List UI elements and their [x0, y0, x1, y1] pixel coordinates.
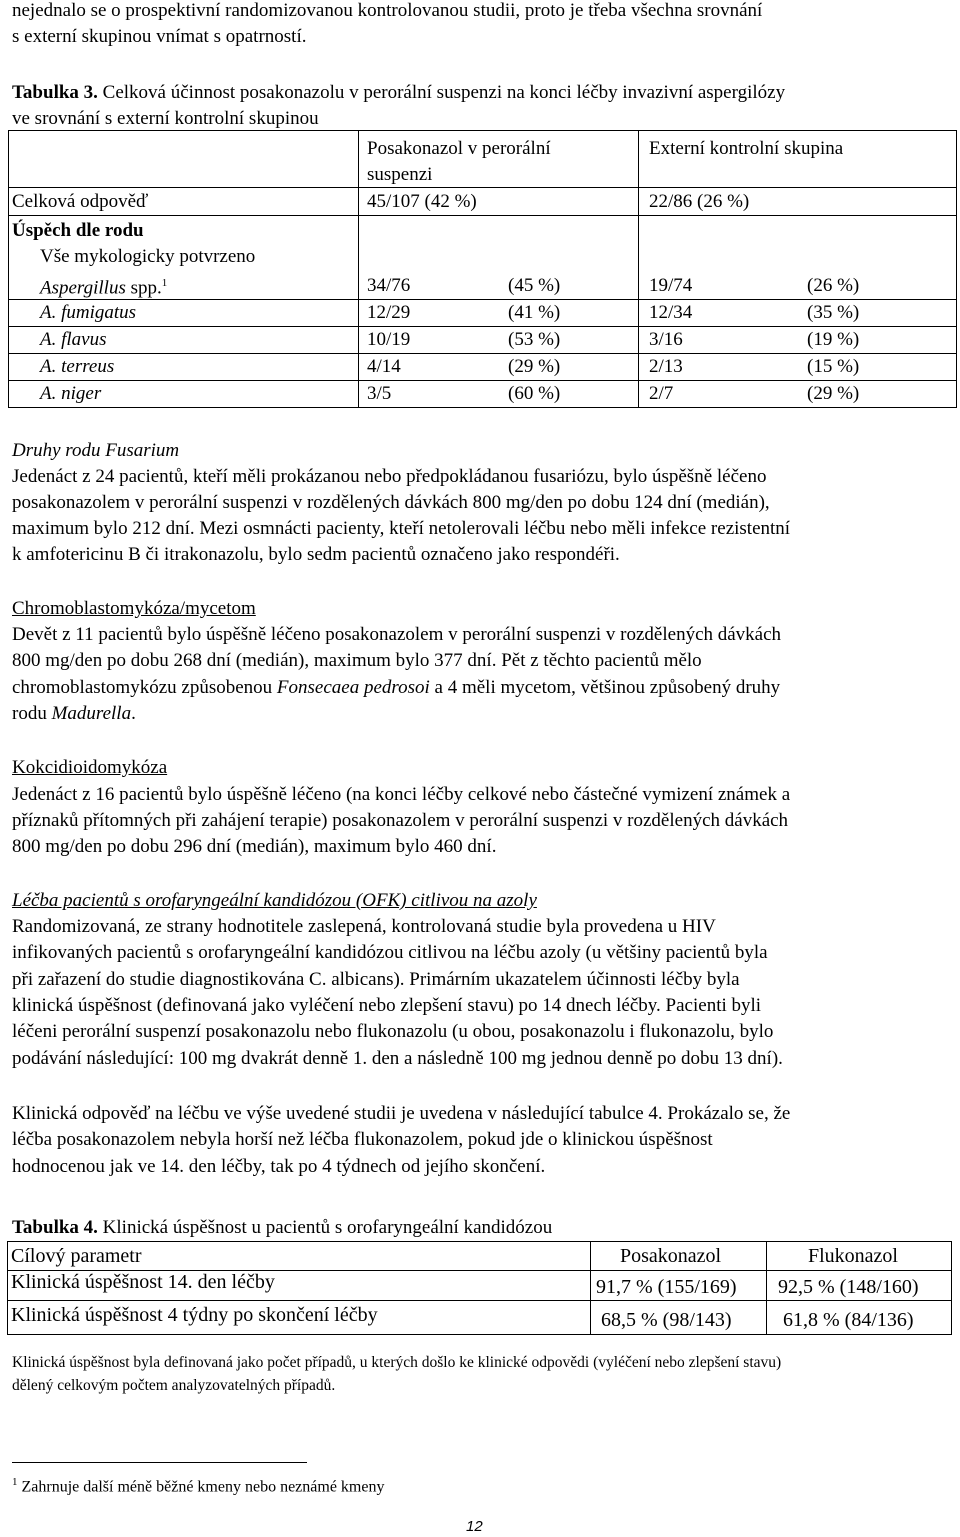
footnote-text: Zahrnuje další méně běžné kmeny nebo neznámé kmeny	[17, 1478, 385, 1496]
cell-pos-n: 12/29	[367, 302, 411, 323]
t4-header-param: Cílový parametr	[11, 1245, 142, 1267]
table4-caption-label: Tabulka 4.	[12, 1217, 98, 1238]
ofk-line: při zařazení do studie diagnostikována C. albicans). Primárním ukazatelem účinnosti léčby byla	[12, 969, 740, 990]
chromo-heading: Chromoblastomykóza/mycetom	[12, 598, 256, 619]
page-number: 12	[466, 1518, 483, 1535]
overall-posakonazol: 45/107 (42 %)	[367, 191, 477, 212]
t4-header-flu: Flukonazol	[808, 1245, 898, 1267]
response-line: Klinická odpověď na léčbu ve výše uvedené studii je uvedena v následující tabulce 4. Prokázalo se, že	[12, 1103, 791, 1124]
t4-row-flu: 61,8 % (84/136)	[783, 1309, 914, 1331]
footnote	[12, 1471, 384, 1498]
table-3	[8, 130, 957, 408]
row-label-myco: Vše mykologicky potvrzeno	[40, 246, 256, 267]
overall-externi: 22/86 (26 %)	[649, 191, 750, 212]
fusarium-line: maximum bylo 212 dní. Mezi osmnácti pacienty, kteří netolerovali léčbu nebo měli infekce rezistentní	[12, 518, 791, 539]
kokcid-line: 800 mg/den po dobu 296 dní (medián), maximum bylo 460 dní.	[12, 836, 497, 857]
table3-caption-line-2: ve srovnání s externí kontrolní skupinou	[12, 108, 319, 129]
table4-note-line-2: dělený celkovým počtem analyzovatelných případů.	[12, 1377, 336, 1394]
genus-name: Madurella	[51, 703, 132, 724]
row-name-aspergillus: Aspergillus spp.$^1$	[40, 277, 168, 299]
table4-caption-text: Klinická úspěšnost u pacientů s orofaryngeální kandidózou	[97, 1217, 553, 1238]
cell-pos-p: (29 %)	[508, 356, 561, 377]
cell-pos-n: 10/19	[367, 329, 411, 350]
table3-caption	[12, 80, 785, 106]
table4-note-line-1: Klinická úspěšnost byla definovaná jako počet případů, u kterých došlo ke klinické odpovědi (vyléčení nebo zlepšení stavu)	[12, 1354, 782, 1371]
intro-line-2: s externí skupinou vnímat s opatrností.	[12, 26, 307, 47]
chromo-line: rodu Madurella.	[12, 703, 136, 724]
t4-row-flu: 92,5 % (148/160)	[778, 1276, 919, 1298]
row-name-flavus: A. flavus	[40, 329, 107, 350]
cell-pos-n: 34/76	[367, 275, 411, 296]
fusarium-heading: Druhy rodu Fusarium	[12, 440, 180, 461]
cell-ext-p: (35 %)	[807, 302, 860, 323]
footnote-separator	[12, 1462, 307, 1463]
t4-row-param: Klinická úspěšnost 14. den léčby	[11, 1271, 275, 1293]
response-line: hodnocenou jak ve 14. den léčby, tak po 4 týdnech od jejího skončení.	[12, 1156, 546, 1177]
row-label-genus: Úspěch dle rodu	[12, 220, 144, 241]
cell-ext-n: 3/16	[649, 329, 683, 350]
cell-ext-n: 19/74	[649, 275, 693, 296]
row-name-niger: A. niger	[40, 383, 102, 404]
cell-ext-p: (26 %)	[807, 275, 860, 296]
t4-row-param: Klinická úspěšnost 4 týdny po skončení léčby	[11, 1304, 378, 1326]
cell-pos-p: (60 %)	[508, 383, 561, 404]
row-name-fumigatus: A. fumigatus	[40, 302, 137, 323]
response-line: léčba posakonazolem nebyla horší než léčba flukonazolem, pokud jde o klinickou úspěšnost	[12, 1129, 713, 1150]
cell-ext-p: (29 %)	[807, 383, 860, 404]
ofk-line: Randomizovaná, ze strany hodnotitele zaslepená, kontrolovaná studie byla provedena u HIV	[12, 916, 716, 937]
cell-ext-n: 12/34	[649, 302, 693, 323]
ofk-heading: Léčba pacientů s orofaryngeální kandidózou (OFK) citlivou na azoly	[12, 890, 537, 911]
kokcid-line: Jedenáct z 16 pacientů bylo úspěšně léčeno (na konci léčby celkové nebo částečné vymizení známek a	[12, 784, 791, 805]
cell-pos-p: (45 %)	[508, 275, 561, 296]
chromo-line: Devět z 11 pacientů bylo úspěšně léčeno posakonazolem v perorální suspenzi v rozdělených dávkách	[12, 624, 782, 645]
ofk-line: infikovaných pacientů s orofaryngeální kandidózou citlivou na léčbu azoly (u většiny pacientů byla	[12, 942, 768, 963]
col-header-posakonazol-line-2: suspenzi	[367, 164, 433, 185]
fusarium-line: Jedenáct z 24 pacientů, kteří měli prokázanou nebo předpokládanou fusariózu, bylo úspěšně léčeno	[12, 466, 767, 487]
col-header-posakonazol: Posakonazol v perorální	[367, 138, 551, 159]
cell-pos-p: (53 %)	[508, 329, 561, 350]
row-label-overall: Celková odpověď	[12, 191, 149, 212]
cell-ext-p: (19 %)	[807, 329, 860, 350]
cell-ext-n: 2/7	[649, 383, 674, 404]
fusarium-line: posakonazolem v perorální suspenzi v rozdělených dávkách 800 mg/den po dobu 124 dní (medián),	[12, 492, 770, 513]
row-name-terreus: A. terreus	[40, 356, 115, 377]
table3-caption-text: Celková účinnost posakonazolu v perorální suspenzi na konci léčby invazivní aspergilózy	[97, 82, 786, 103]
ofk-line: léčeni perorální suspenzí posakonazolu nebo flukonazolu (u obou, posakonazolu i flukonazolu, bylo	[12, 1021, 774, 1042]
chromo-line: chromoblastomykózu způsobenou Fonsecaea pedrosoi a 4 měli mycetom, většinou způsobený druhy	[12, 677, 781, 698]
cell-ext-p: (15 %)	[807, 356, 860, 377]
species-name: Fonsecaea pedrosoi	[276, 677, 430, 698]
table3-caption-label: Tabulka 3.	[12, 82, 98, 103]
t4-row-pos: 91,7 % (155/169)	[596, 1276, 737, 1298]
intro-line-1: nejednalo se o prospektivní randomizovanou kontrolovanou studii, proto je třeba všechna srovnání	[12, 0, 763, 21]
t4-row-pos: 68,5 % (98/143)	[601, 1309, 732, 1331]
cell-ext-n: 2/13	[649, 356, 683, 377]
kokcid-heading: Kokcidioidomykóza	[12, 757, 168, 778]
table-4	[7, 1241, 952, 1335]
cell-pos-p: (41 %)	[508, 302, 561, 323]
cell-pos-n: 3/5	[367, 383, 392, 404]
chromo-line: 800 mg/den po dobu 268 dní (medián), maximum bylo 377 dní. Pět z těchto pacientů mělo	[12, 650, 702, 671]
ofk-line: podávání následující: 100 mg dvakrát denně 1. den a následně 100 mg jednou denně po dobu 13 dní).	[12, 1048, 783, 1069]
table4-caption	[12, 1215, 552, 1241]
col-header-externi: Externí kontrolní skupina	[649, 138, 844, 159]
ofk-line: klinická úspěšnost (definovaná jako vyléčení nebo zlepšení stavu) po 14 dnech léčby. Pacienti byli	[12, 995, 762, 1016]
t4-header-pos: Posakonazol	[620, 1245, 722, 1267]
kokcid-line: příznaků přítomných při zahájení terapie) posakonazolem v perorální suspenzi v rozdělených dávkách	[12, 810, 789, 831]
cell-pos-n: 4/14	[367, 356, 401, 377]
fusarium-line: k amfotericinu B či itrakonazolu, bylo sedm pacientů označeno jako respondéři.	[12, 544, 620, 565]
footnote-mark: 1	[12, 1476, 18, 1488]
